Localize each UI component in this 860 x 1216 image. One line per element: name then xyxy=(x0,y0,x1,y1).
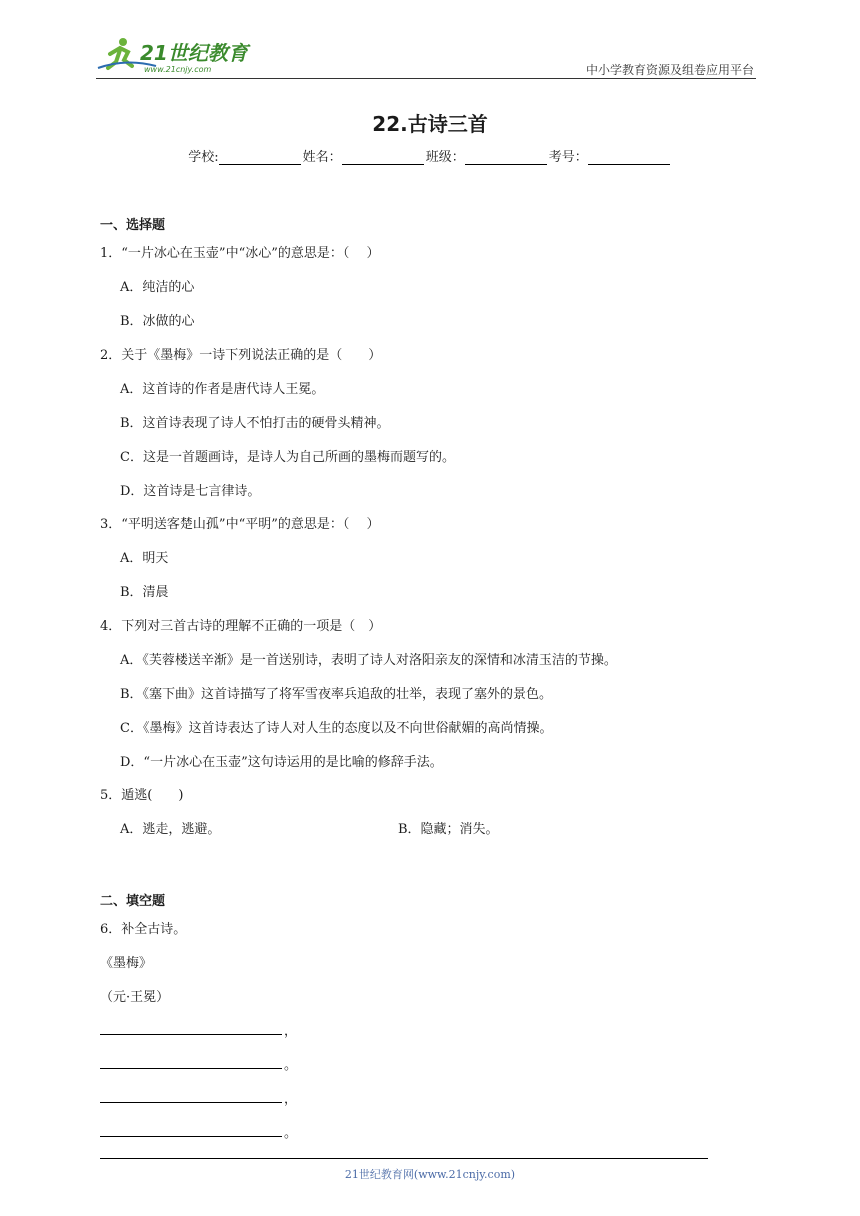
poem-author: （元·王冕） xyxy=(100,990,170,1005)
section-heading-choice: 一、选择题 xyxy=(100,218,166,233)
school-label: 学校: xyxy=(188,150,219,165)
class-blank[interactable] xyxy=(465,150,547,165)
question-5-stem: 5．遁逃( ) xyxy=(100,788,184,803)
page-title: 22.古诗三首 xyxy=(372,112,488,136)
exam-no-label: 考号： xyxy=(548,150,588,165)
question-5-option-b[interactable]: B．隐藏；消失。 xyxy=(398,822,499,837)
question-1-stem: 1．“一片冰心在玉壶”中“冰心”的意思是：（ ） xyxy=(100,246,380,261)
question-2-option-a[interactable]: A．这首诗的作者是唐代诗人王冕。 xyxy=(120,382,325,397)
header-divider xyxy=(96,78,756,79)
header-platform-text: 中小学教育资源及组卷应用平台 xyxy=(585,63,754,77)
poem-blank-line-1[interactable] xyxy=(100,1034,282,1035)
question-4-option-a[interactable]: A．《芙蓉楼送辛渐》是一首送别诗，表明了诗人对洛阳亲友的深情和冰清玉洁的节操。 xyxy=(120,653,617,668)
poem-line-4-punct: 。 xyxy=(284,1126,298,1141)
school-blank[interactable] xyxy=(219,150,301,165)
question-1-option-b[interactable]: B．冰做的心 xyxy=(120,314,195,329)
student-info xyxy=(0,146,860,165)
class-label: 班级： xyxy=(425,150,465,165)
poem-blank-line-2[interactable] xyxy=(100,1068,282,1069)
question-2-stem: 2．关于《墨梅》一诗下列说法正确的是（ ） xyxy=(100,348,382,363)
question-4-option-d[interactable]: D．“一片冰心在玉壶”这句诗运用的是比喻的修辞手法。 xyxy=(120,755,443,770)
question-2-option-d[interactable]: D．这首诗是七言律诗。 xyxy=(120,484,261,499)
question-5-option-a[interactable]: A．逃走，逃避。 xyxy=(120,822,221,837)
name-label: 姓名： xyxy=(302,150,342,165)
question-1-option-a[interactable]: A．纯洁的心 xyxy=(120,280,195,295)
question-3-option-a[interactable]: A．明天 xyxy=(120,551,169,566)
poem-line-1-punct: ， xyxy=(284,1024,298,1039)
footer-link[interactable]: 21世纪教育网(www.21cnjy.com) xyxy=(344,1168,516,1181)
logo-url: www.21cnjy.com xyxy=(144,65,212,74)
question-4-option-b[interactable]: B．《塞下曲》这首诗描写了将军雪夜率兵追敌的壮举，表现了塞外的景色。 xyxy=(120,687,553,702)
question-4-option-c[interactable]: C．《墨梅》这首诗表达了诗人对人生的态度以及不向世俗献媚的高尚情操。 xyxy=(120,721,553,736)
question-4-stem: 4．下列对三首古诗的理解不正确的一项是（ ） xyxy=(100,619,382,634)
logo-text: 21世纪教育 xyxy=(140,41,248,65)
question-2-option-c[interactable]: C．这是一首题画诗，是诗人为自己所画的墨梅而题写的。 xyxy=(120,450,455,465)
question-3-option-b[interactable]: B．清晨 xyxy=(120,585,169,600)
site-logo xyxy=(96,36,256,76)
name-blank[interactable] xyxy=(342,150,424,165)
question-3-stem: 3．“平明送客楚山孤”中“平明”的意思是：（ ） xyxy=(100,517,380,532)
footer-divider xyxy=(100,1158,708,1159)
poem-blank-line-4[interactable] xyxy=(100,1136,282,1137)
poem-line-3-punct: ， xyxy=(284,1092,298,1107)
poem-blank-line-3[interactable] xyxy=(100,1102,282,1103)
poem-title: 《墨梅》 xyxy=(100,956,153,971)
section-heading-fill: 二、填空题 xyxy=(100,894,166,909)
question-2-option-b[interactable]: B．这首诗表现了诗人不怕打击的硬骨头精神。 xyxy=(120,416,390,431)
question-6-stem: 6．补全古诗。 xyxy=(100,922,187,937)
poem-line-2-punct: 。 xyxy=(284,1058,298,1073)
exam-no-blank[interactable] xyxy=(588,150,670,165)
